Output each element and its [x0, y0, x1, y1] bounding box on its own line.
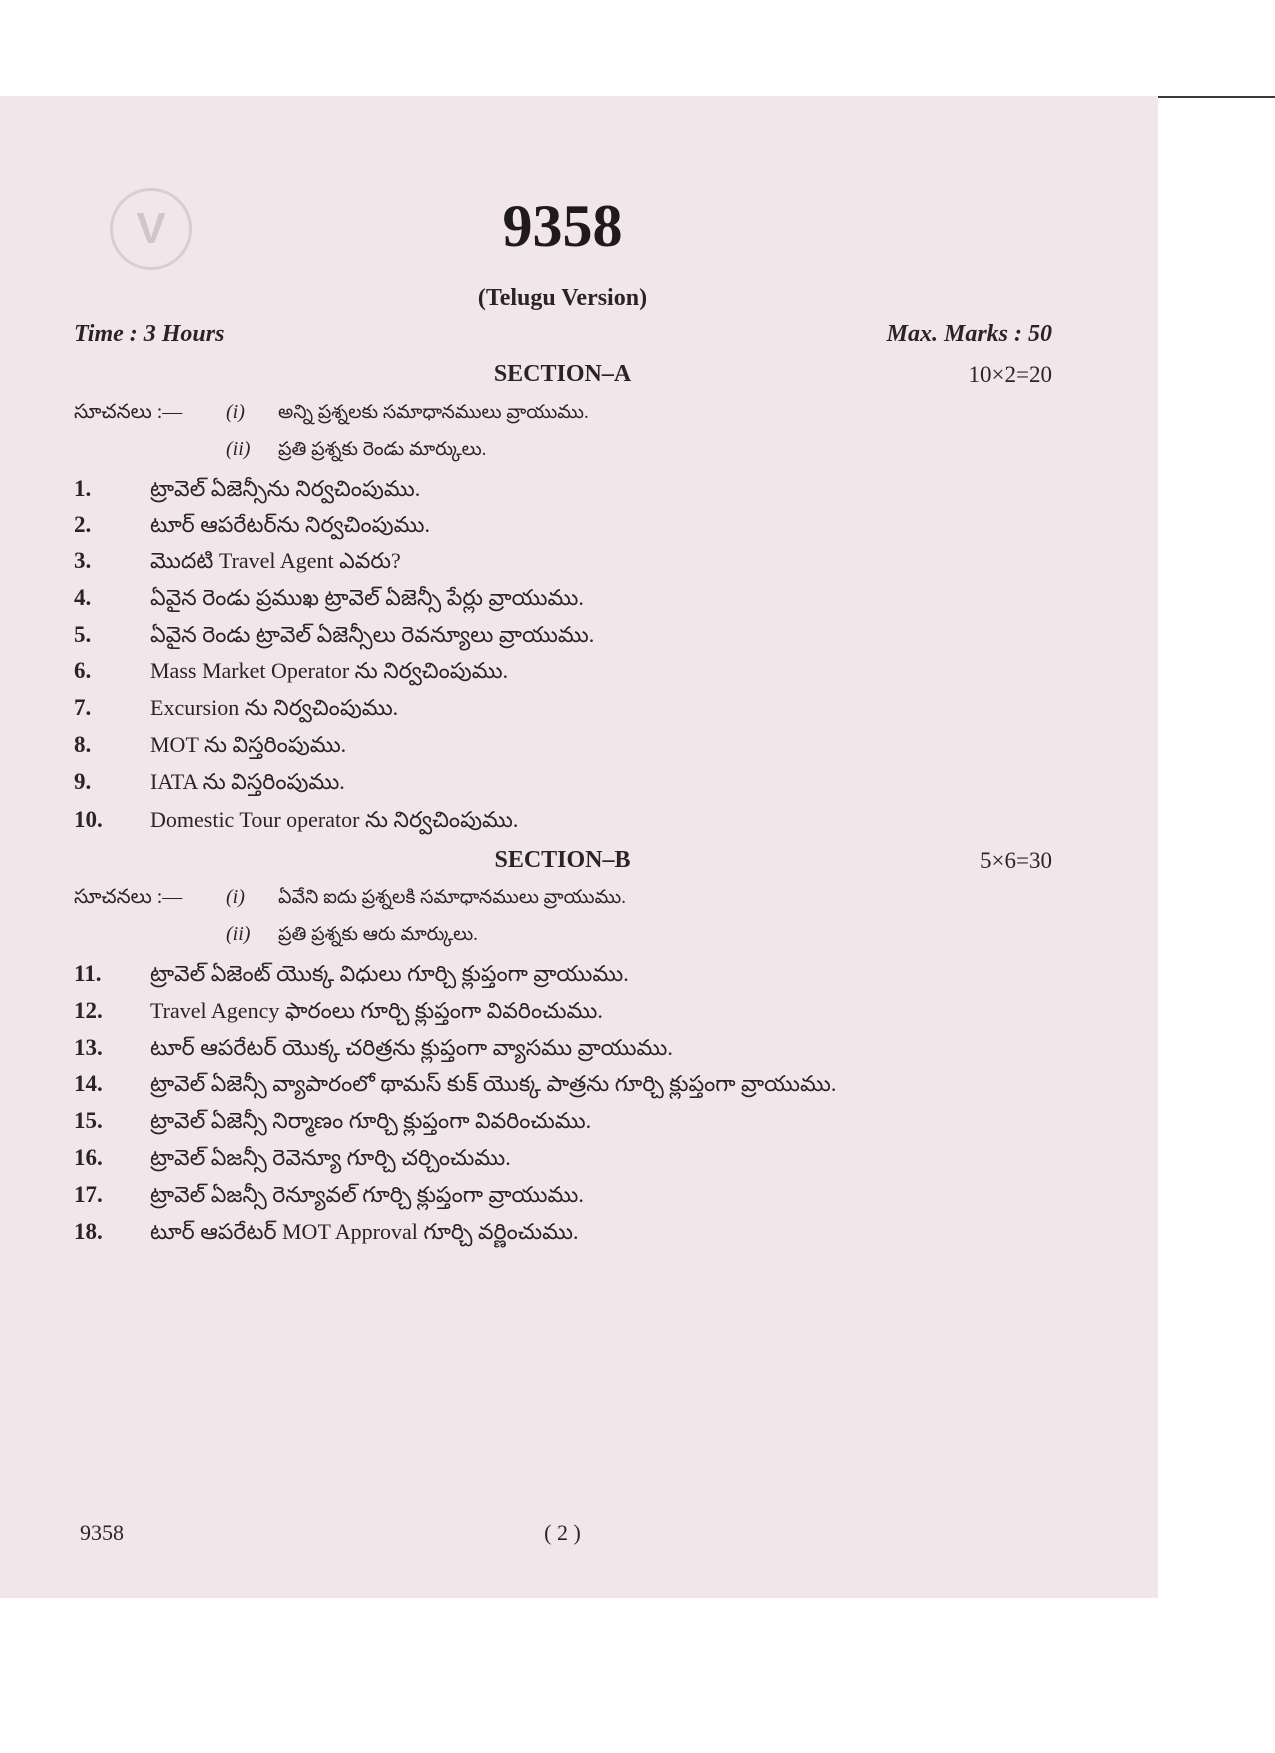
scan-top-margin — [0, 0, 1275, 98]
question-number: 6. — [74, 658, 92, 683]
section-b-instruction-num: (ii) — [226, 923, 251, 945]
section-b-instructions-label: సూచనలు :— — [74, 886, 183, 908]
version-label: (Telugu Version) — [477, 285, 648, 311]
question-number: 14. — [74, 1071, 103, 1096]
paper-code: 9358 — [502, 193, 623, 259]
section-a-title: SECTION–A — [493, 361, 632, 387]
section-a-instruction-num: (i) — [226, 401, 245, 423]
footer-paper-code: 9358 — [80, 1520, 124, 1545]
max-marks-label: Max. Marks : 50 — [886, 321, 1052, 347]
section-b-title: SECTION–B — [494, 847, 631, 873]
question-number: 3. — [74, 548, 92, 573]
question-text: మొదటి Travel Agent ఎవరు? — [150, 548, 401, 573]
section-b-marks: 5×6=30 — [980, 848, 1052, 873]
question-text: టూర్ ఆపరేటర్‌ను నిర్వచింపుము. — [150, 512, 430, 537]
section-a-instructions-label: సూచనలు :— — [74, 401, 183, 423]
question-text: Excursion ను నిర్వచింపుము. — [150, 695, 399, 720]
question-number: 5. — [74, 622, 92, 647]
section-b-instruction-num: (i) — [226, 886, 245, 908]
question-number: 18. — [74, 1219, 103, 1244]
question-text: ట్రావెల్ ఏజన్సీ రెన్యూవల్ గూర్చి క్లుప్తంగా వ్రాయుము. — [150, 1182, 584, 1207]
question-text: MOT ను విస్తరింపుము. — [150, 732, 347, 757]
question-text: టూర్ ఆపరేటర్ MOT Approval గూర్చి వర్ణించుము. — [150, 1219, 579, 1244]
question-text: ట్రావెల్ ఏజెన్సీ నిర్మాణం గూర్చి క్లుప్తంగా వివరించుము. — [150, 1108, 592, 1133]
question-number: 16. — [74, 1145, 103, 1170]
question-number: 1. — [74, 476, 92, 501]
question-number: 12. — [74, 998, 103, 1023]
question-text: Domestic Tour operator ను నిర్వచింపుము. — [150, 807, 519, 832]
question-text: IATA ను విస్తరింపుము. — [150, 769, 345, 794]
section-a-marks: 10×2=20 — [968, 362, 1052, 387]
time-label: Time : 3 Hours — [74, 321, 225, 347]
page-number: ( 2 ) — [544, 1520, 581, 1545]
section-b-instruction-text: ఏవేని ఐదు ప్రశ్నలకి సమాధానములు వ్రాయుము. — [278, 887, 627, 908]
section-a-instruction-text: అన్ని ప్రశ్నలకు సమాధానములు వ్రాయుము. — [278, 402, 589, 423]
question-number: 9. — [74, 769, 92, 794]
question-number: 10. — [74, 807, 103, 832]
section-b-instruction-text: ప్రతి ప్రశ్నకు ఆరు మార్కులు. — [278, 924, 478, 945]
question-number: 15. — [74, 1108, 103, 1133]
seal-logo-icon: V — [110, 188, 192, 270]
question-text: టూర్ ఆపరేటర్ యొక్క చరిత్రను క్లుప్తంగా వ్యాసము వ్రాయుము. — [150, 1035, 673, 1060]
question-number: 13. — [74, 1035, 103, 1060]
question-number: 2. — [74, 512, 92, 537]
question-number: 17. — [74, 1182, 103, 1207]
question-text: ట్రావెల్ ఏజెంట్ యొక్క విధులు గూర్చి క్లుప్తంగా వ్రాయుము. — [150, 961, 629, 986]
question-number: 8. — [74, 732, 92, 757]
question-number: 11. — [74, 961, 102, 986]
question-number: 4. — [74, 585, 92, 610]
question-text: Travel Agency ఫారంలు గూర్చి క్లుప్తంగా వివరించుము. — [150, 998, 603, 1023]
section-a-instruction-text: ప్రతి ప్రశ్నకు రెండు మార్కులు. — [278, 439, 487, 460]
question-text: ఏవైన రెండు ప్రముఖ ట్రావెల్ ఏజెన్సీ పేర్లు వ్రాయుము. — [150, 585, 584, 610]
question-text: ట్రావెల్ ఏజన్సీ రెవెన్యూ గూర్చి చర్చించుము. — [150, 1145, 511, 1170]
question-text: Mass Market Operator ను నిర్వచింపుము. — [150, 658, 509, 683]
question-text: ట్రావెల్ ఏజెన్సీ వ్యాపారంలో థామస్ కుక్ యొక్క పాత్రను గూర్చి క్లుప్తంగా వ్రాయుము. — [150, 1071, 837, 1096]
question-number: 7. — [74, 695, 92, 720]
question-text: ఏవైన రెండు ట్రావెల్ ఏజెన్సీలు రెవన్యూలు వ్రాయుము. — [150, 622, 595, 647]
section-a-instruction-num: (ii) — [226, 438, 251, 460]
question-text: ట్రావెల్ ఏజెన్సీను నిర్వచింపుము. — [150, 476, 421, 501]
